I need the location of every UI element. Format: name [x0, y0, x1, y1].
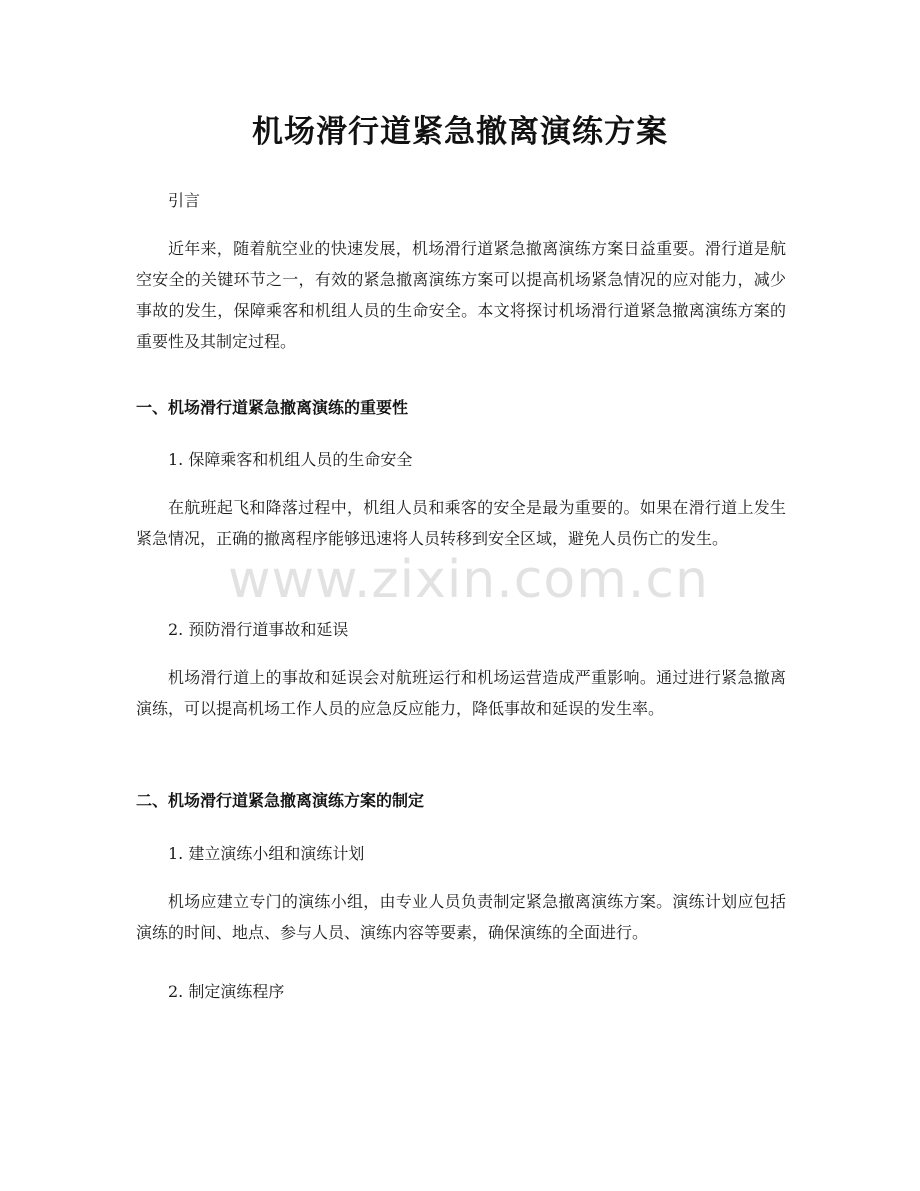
- intro-label: 引言: [168, 191, 201, 210]
- section-2-item-1-title: 1. 建立演练小组和演练计划: [168, 844, 365, 863]
- section-2-heading: 二、机场滑行道紧急撤离演练方案的制定: [136, 791, 425, 810]
- section-2-item-1-body: 机场应建立专门的演练小组，由专业人员负责制定紧急撤离演练方案。演练计划应包括演练的时间、地点、参与人员、演练内容等要素，确保演练的全面进行。: [136, 892, 786, 942]
- section-1-item-1-body: 在航班起飞和降落过程中，机组人员和乘客的安全是最为重要的。如果在滑行道上发生紧急情况，正确的撤离程序能够迅速将人员转移到安全区域，避免人员伤亡的发生。: [136, 498, 786, 548]
- document-title: 机场滑行道紧急撤离演练方案: [252, 114, 668, 150]
- intro-paragraph: 近年来，随着航空业的快速发展，机场滑行道紧急撤离演练方案日益重要。滑行道是航空安全的关键环节之一，有效的紧急撤离演练方案可以提高机场紧急情况的应对能力，减少事故的发生，保障乘客和机组人员的生命安全。本文将探讨机场滑行道紧急撤离演练方案的重要性及其制定过程。: [136, 239, 786, 351]
- section-1-item-2-title: 2. 预防滑行道事故和延误: [168, 620, 349, 639]
- watermark: www.zixin.com.cn: [228, 550, 709, 610]
- section-1-item-2-body: 机场滑行道上的事故和延误会对航班运行和机场运营造成严重影响。通过进行紧急撤离演练，可以提高机场工作人员的应急反应能力，降低事故和延误的发生率。: [136, 668, 786, 718]
- section-2-item-2-title: 2. 制定演练程序: [168, 982, 285, 1001]
- section-1-item-1-title: 1. 保障乘客和机组人员的生命安全: [168, 450, 413, 469]
- section-1-heading: 一、机场滑行道紧急撤离演练的重要性: [136, 398, 409, 417]
